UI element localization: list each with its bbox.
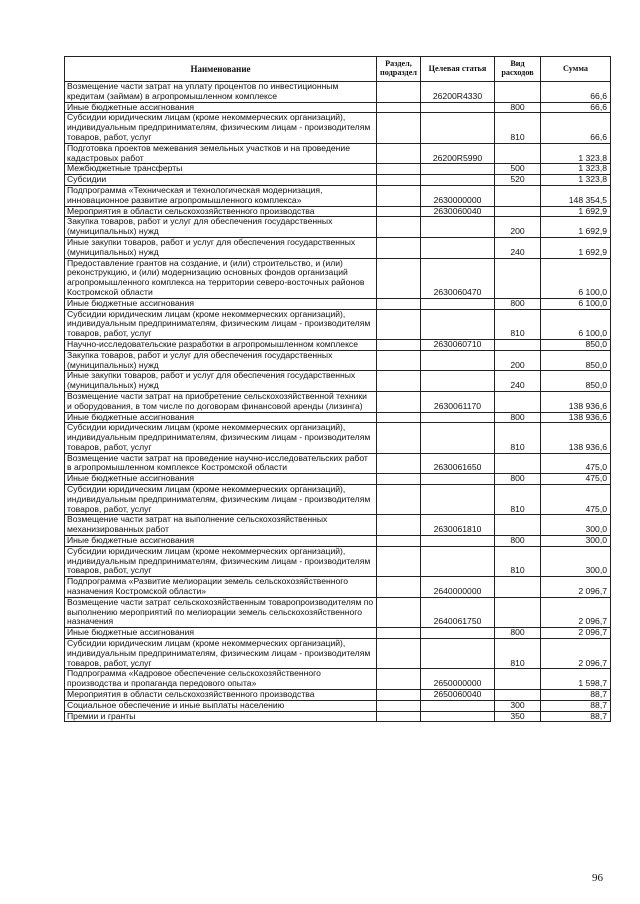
cell-name: Закупка товаров, работ и услуг для обеспечения государственных (муниципальных) нужд	[65, 217, 377, 238]
cell-section	[377, 711, 421, 722]
cell-target	[421, 711, 495, 722]
cell-sum: 6 100,0	[541, 309, 611, 339]
cell-target	[421, 371, 495, 392]
cell-type: 500	[495, 164, 541, 175]
cell-sum: 2 096,7	[541, 639, 611, 669]
cell-sum: 1 692,9	[541, 206, 611, 217]
cell-type: 200	[495, 217, 541, 238]
cell-name: Возмещение части затрат сельскохозяйственным товаропроизводителям по выполнению мероприятий по мелиорации земель сельскохозяйственного назначения	[65, 597, 377, 627]
cell-type	[495, 82, 541, 103]
cell-target: 2650060040	[421, 690, 495, 701]
header-sum: Сумма	[541, 57, 611, 82]
table-row	[65, 453, 611, 474]
cell-section	[377, 546, 421, 576]
header-section: Раздел, подраздел	[377, 57, 421, 82]
cell-section	[377, 700, 421, 711]
table-row	[65, 113, 611, 143]
cell-name: Иные бюджетные ассигнования	[65, 102, 377, 113]
cell-type: 240	[495, 371, 541, 392]
table-row	[65, 474, 611, 485]
cell-target	[421, 536, 495, 547]
cell-section	[377, 113, 421, 143]
table-row	[65, 164, 611, 175]
header-type: Вид расходов	[495, 57, 541, 82]
cell-section	[377, 143, 421, 164]
cell-type: 520	[495, 175, 541, 186]
cell-name: Межбюджетные трансферты	[65, 164, 377, 175]
cell-sum: 1 323,8	[541, 164, 611, 175]
cell-sum: 475,0	[541, 485, 611, 515]
cell-type: 810	[495, 113, 541, 143]
cell-sum: 475,0	[541, 453, 611, 474]
cell-target	[421, 113, 495, 143]
cell-sum: 850,0	[541, 350, 611, 371]
cell-type: 810	[495, 423, 541, 453]
cell-name: Предоставление грантов на создание, и (или) строительство, и (или) реконструкцию, и (или) модернизацию основных фондов организаций агропромышленного комплекса на территории северо-восточных районов Костромской области	[65, 258, 377, 298]
cell-name: Иные закупки товаров, работ и услуг для обеспечения государственных (муниципальных) нужд	[65, 237, 377, 258]
cell-sum: 1 692,9	[541, 237, 611, 258]
cell-section	[377, 639, 421, 669]
cell-type: 800	[495, 474, 541, 485]
cell-name: Иные бюджетные ассигнования	[65, 298, 377, 309]
cell-target: 2630000000	[421, 185, 495, 206]
cell-type	[495, 597, 541, 627]
table-row	[65, 350, 611, 371]
cell-target: 2630061170	[421, 391, 495, 412]
cell-target	[421, 700, 495, 711]
cell-name: Иные бюджетные ассигнования	[65, 474, 377, 485]
cell-type: 800	[495, 536, 541, 547]
cell-target	[421, 485, 495, 515]
cell-type: 800	[495, 102, 541, 113]
cell-target: 2640061750	[421, 597, 495, 627]
cell-sum: 1 323,8	[541, 175, 611, 186]
cell-type	[495, 143, 541, 164]
cell-target	[421, 298, 495, 309]
cell-type: 200	[495, 350, 541, 371]
cell-name: Возмещение части затрат на проведение научно-исследовательских работ в агропромышленном комплексе Костромской области	[65, 453, 377, 474]
table-row	[65, 536, 611, 547]
cell-sum: 2 096,7	[541, 577, 611, 598]
cell-sum: 138 936,6	[541, 391, 611, 412]
table-row	[65, 412, 611, 423]
cell-type: 240	[495, 237, 541, 258]
cell-sum: 300,0	[541, 546, 611, 576]
cell-type	[495, 669, 541, 690]
document-page	[64, 56, 610, 722]
cell-section	[377, 453, 421, 474]
cell-sum: 88,7	[541, 690, 611, 701]
cell-name: Субсидии юридическим лицам (кроме некоммерческих организаций), индивидуальным предпринимателям, физическим лицам - производителям товаров, работ, услуг	[65, 113, 377, 143]
cell-name: Субсидии юридическим лицам (кроме некоммерческих организаций), индивидуальным предпринимателям, физическим лицам - производителям товаров, работ, услуг	[65, 485, 377, 515]
cell-target	[421, 474, 495, 485]
cell-name: Субсидии юридическим лицам (кроме некоммерческих организаций), индивидуальным предпринимателям, физическим лицам - производителям товаров, работ, услуг	[65, 423, 377, 453]
cell-sum: 148 354,5	[541, 185, 611, 206]
header-name: Наименование	[65, 57, 377, 82]
cell-type	[495, 690, 541, 701]
cell-name: Подпрограмма «Техническая и технологическая модернизация, инновационное развитие агропромышленного комплекса»	[65, 185, 377, 206]
cell-section	[377, 412, 421, 423]
table-row	[65, 102, 611, 113]
cell-name: Подпрограмма «Развитие мелиорации земель сельскохозяйственного назначения Костромской области»	[65, 577, 377, 598]
cell-sum: 6 100,0	[541, 298, 611, 309]
table-row	[65, 391, 611, 412]
cell-type: 350	[495, 711, 541, 722]
cell-sum: 300,0	[541, 515, 611, 536]
cell-target	[421, 412, 495, 423]
cell-name: Возмещение части затрат на приобретение сельскохозяйственной техники и оборудования, в том числе по договорам финансовой аренды (лизинга)	[65, 391, 377, 412]
cell-name: Иные бюджетные ассигнования	[65, 536, 377, 547]
cell-target: 2650000000	[421, 669, 495, 690]
cell-target	[421, 237, 495, 258]
cell-name: Мероприятия в области сельскохозяйственного производства	[65, 206, 377, 217]
cell-section	[377, 577, 421, 598]
cell-type	[495, 453, 541, 474]
table-row	[65, 485, 611, 515]
table-row	[65, 546, 611, 576]
table-row	[65, 217, 611, 238]
cell-section	[377, 217, 421, 238]
cell-type	[495, 577, 541, 598]
cell-target: 26200R4330	[421, 82, 495, 103]
cell-target: 2630061810	[421, 515, 495, 536]
cell-name: Субсидии	[65, 175, 377, 186]
cell-section	[377, 164, 421, 175]
table-row	[65, 628, 611, 639]
page-number: 96	[592, 872, 603, 884]
cell-target	[421, 102, 495, 113]
cell-name: Иные закупки товаров, работ и услуг для обеспечения государственных (муниципальных) нужд	[65, 371, 377, 392]
cell-section	[377, 474, 421, 485]
cell-type	[495, 258, 541, 298]
cell-target: 2640000000	[421, 577, 495, 598]
cell-section	[377, 237, 421, 258]
cell-target: 26200R5990	[421, 143, 495, 164]
table-body	[65, 82, 611, 722]
cell-section	[377, 515, 421, 536]
cell-name: Закупка товаров, работ и услуг для обеспечения государственных (муниципальных) нужд	[65, 350, 377, 371]
cell-target	[421, 639, 495, 669]
cell-sum: 1 323,8	[541, 143, 611, 164]
table-row	[65, 175, 611, 186]
cell-target	[421, 309, 495, 339]
cell-type	[495, 339, 541, 350]
cell-sum: 1 692,9	[541, 217, 611, 238]
cell-target: 2630060710	[421, 339, 495, 350]
cell-section	[377, 102, 421, 113]
cell-section	[377, 423, 421, 453]
cell-sum: 2 096,7	[541, 628, 611, 639]
cell-section	[377, 391, 421, 412]
cell-target: 2630061650	[421, 453, 495, 474]
table-header	[65, 57, 611, 82]
cell-section	[377, 206, 421, 217]
cell-target	[421, 175, 495, 186]
cell-section	[377, 309, 421, 339]
cell-section	[377, 628, 421, 639]
cell-target	[421, 546, 495, 576]
cell-section	[377, 185, 421, 206]
cell-sum: 300,0	[541, 536, 611, 547]
table-row	[65, 371, 611, 392]
cell-target: 2630060470	[421, 258, 495, 298]
cell-section	[377, 175, 421, 186]
table-row	[65, 237, 611, 258]
table-row	[65, 515, 611, 536]
cell-type	[495, 185, 541, 206]
cell-target	[421, 164, 495, 175]
cell-sum: 138 936,6	[541, 423, 611, 453]
table-row	[65, 309, 611, 339]
table-row	[65, 597, 611, 627]
cell-section	[377, 536, 421, 547]
table-row	[65, 298, 611, 309]
cell-sum: 88,7	[541, 711, 611, 722]
cell-type: 800	[495, 298, 541, 309]
cell-section	[377, 371, 421, 392]
cell-target: 2630060040	[421, 206, 495, 217]
table-row	[65, 206, 611, 217]
cell-name: Субсидии юридическим лицам (кроме некоммерческих организаций), индивидуальным предпринимателям, физическим лицам - производителям товаров, работ, услуг	[65, 639, 377, 669]
table-row	[65, 339, 611, 350]
table-row	[65, 639, 611, 669]
cell-sum: 475,0	[541, 474, 611, 485]
table-row	[65, 143, 611, 164]
cell-type: 300	[495, 700, 541, 711]
cell-name: Иные бюджетные ассигнования	[65, 412, 377, 423]
cell-target	[421, 350, 495, 371]
cell-type: 800	[495, 412, 541, 423]
cell-type	[495, 206, 541, 217]
table-row	[65, 711, 611, 722]
cell-sum: 850,0	[541, 339, 611, 350]
cell-section	[377, 669, 421, 690]
cell-target	[421, 423, 495, 453]
cell-name: Научно-исследовательские разработки в агропромышленном комплексе	[65, 339, 377, 350]
cell-type: 810	[495, 309, 541, 339]
header-row	[65, 57, 611, 82]
cell-type	[495, 515, 541, 536]
cell-sum: 1 598,7	[541, 669, 611, 690]
cell-name: Социальное обеспечение и иные выплаты населению	[65, 700, 377, 711]
cell-section	[377, 339, 421, 350]
cell-type: 800	[495, 628, 541, 639]
cell-target	[421, 217, 495, 238]
cell-sum: 138 936,6	[541, 412, 611, 423]
cell-name: Мероприятия в области сельскохозяйственного производства	[65, 690, 377, 701]
cell-sum: 88,7	[541, 700, 611, 711]
table-row	[65, 82, 611, 103]
cell-sum: 66,6	[541, 113, 611, 143]
header-target: Целевая статья	[421, 57, 495, 82]
cell-section	[377, 690, 421, 701]
cell-type	[495, 391, 541, 412]
cell-type: 810	[495, 546, 541, 576]
cell-name: Подпрограмма «Кадровое обеспечение сельскохозяйственного производства и пропаганда передового опыта»	[65, 669, 377, 690]
cell-name: Иные бюджетные ассигнования	[65, 628, 377, 639]
table-row	[65, 669, 611, 690]
cell-name: Субсидии юридическим лицам (кроме некоммерческих организаций), индивидуальным предпринимателям, физическим лицам - производителям товаров, работ, услуг	[65, 546, 377, 576]
cell-section	[377, 298, 421, 309]
cell-section	[377, 258, 421, 298]
cell-sum: 66,6	[541, 102, 611, 113]
cell-name: Возмещение части затрат на уплату процентов по инвестиционным кредитам (займам) в агропромышленном комплексе	[65, 82, 377, 103]
cell-sum: 6 100,0	[541, 258, 611, 298]
cell-name: Премии и гранты	[65, 711, 377, 722]
cell-name: Подготовка проектов межевания земельных участков и на проведение кадастровых работ	[65, 143, 377, 164]
cell-section	[377, 350, 421, 371]
table-row	[65, 423, 611, 453]
cell-sum: 2 096,7	[541, 597, 611, 627]
budget-table	[64, 56, 611, 722]
table-row	[65, 258, 611, 298]
table-row	[65, 185, 611, 206]
table-row	[65, 577, 611, 598]
cell-type: 810	[495, 639, 541, 669]
cell-sum: 66,6	[541, 82, 611, 103]
cell-target	[421, 628, 495, 639]
cell-section	[377, 82, 421, 103]
cell-sum: 850,0	[541, 371, 611, 392]
cell-section	[377, 485, 421, 515]
cell-section	[377, 597, 421, 627]
cell-name: Возмещение части затрат на выполнение сельскохозяйственных механизированных работ	[65, 515, 377, 536]
cell-name: Субсидии юридическим лицам (кроме некоммерческих организаций), индивидуальным предпринимателям, физическим лицам - производителям товаров, работ, услуг	[65, 309, 377, 339]
table-row	[65, 690, 611, 701]
cell-type: 810	[495, 485, 541, 515]
table-row	[65, 700, 611, 711]
